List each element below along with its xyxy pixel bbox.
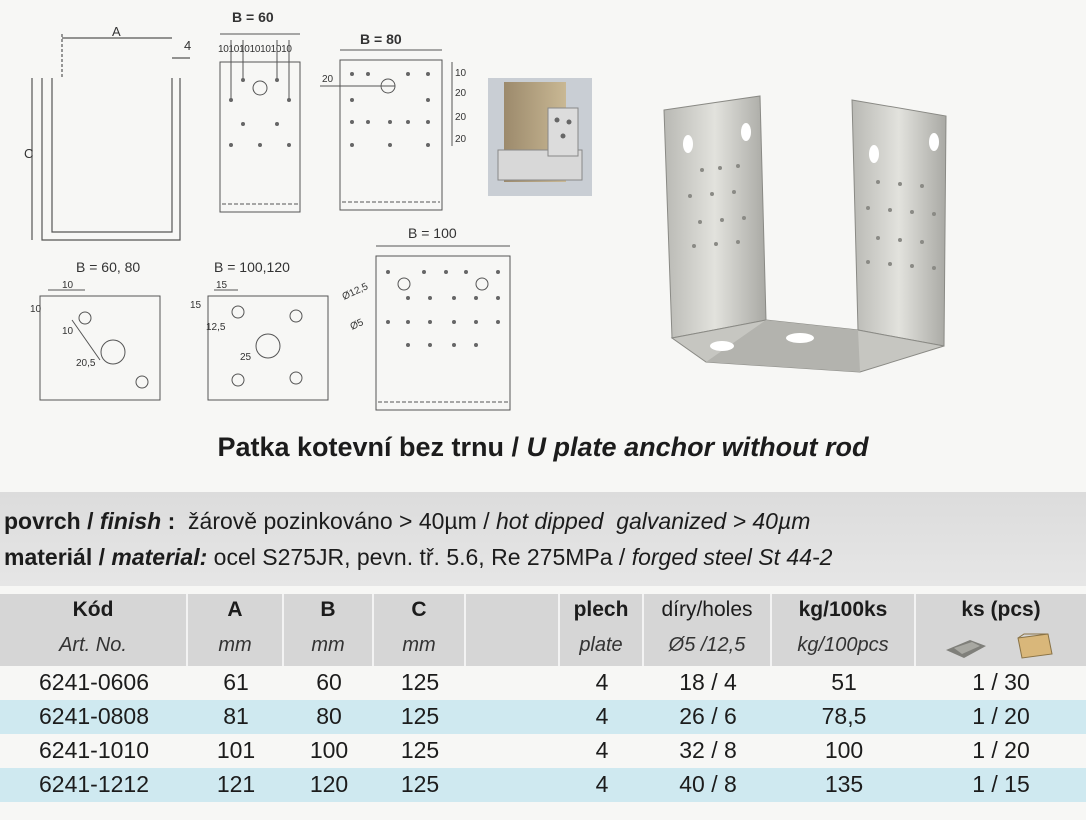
dim-label-4: 4 [184,38,192,53]
header-b-top: B [320,598,336,621]
b100-label: B = 100 [408,225,457,241]
header-pcs [916,594,1086,666]
b60-holes [229,78,291,147]
cell-b: 100 [309,737,349,763]
finish-label-en: finish [99,508,162,534]
b100120-base-drawing [208,290,328,400]
b80-left-dim: 20 [322,74,334,85]
b80-right-dim-3: 20 [455,112,467,123]
b60-label: B = 60 [232,9,274,25]
b80-holes [350,72,430,147]
cell-weight: 51 [831,669,857,695]
cell-c: 125 [400,737,440,763]
cell-holes: 32 / 8 [679,737,737,763]
cell-a: 121 [216,771,256,797]
cell-code: 6241-1212 [39,771,149,797]
b6080-base-drawing [40,290,160,400]
header-a [188,594,284,666]
product-title [0,432,1086,463]
title-separator: / [504,432,527,462]
finish-spec: povrch / finish : žárově pozinkováno > 40µm / hot dipped galvanized > 40µm [4,508,811,534]
material-label-en: material: [111,544,208,570]
cell-b: 80 [316,703,342,729]
header-plate-top: plech [573,598,629,621]
u-plate-product-photo [664,96,946,372]
b100120-dim-125: 12,5 [206,322,226,333]
table-row [0,734,1086,768]
table-row [0,768,1086,802]
cell-c: 125 [400,771,440,797]
header-a-bottom: mm [218,634,252,656]
b6080-dim-10-left: 10 [30,304,42,315]
b6080-dim-205: 20,5 [76,358,96,369]
cell-pcs: 1 / 30 [972,669,1030,695]
b6080-dim-10-hole: 10 [62,326,74,337]
header-weight [772,594,916,666]
cell-a: 61 [223,669,249,695]
cell-code: 6241-1010 [39,737,149,763]
material-value-en: forged steel St 44-2 [631,544,833,570]
b80-right-dim-1: 10 [455,68,467,79]
product-table [0,594,1086,802]
b60-spacing-dims: 10101010101010 [218,44,292,55]
header-b-bottom: mm [311,634,345,656]
cell-a: 81 [223,703,249,729]
cell-weight: 100 [824,737,864,763]
header-b [284,594,374,666]
cell-plate: 4 [595,737,609,763]
b100120-label: B = 100,120 [214,259,290,275]
b100-holes [386,270,500,347]
cell-code: 6241-0606 [39,669,149,695]
cell-holes: 40 / 8 [679,771,737,797]
header-code-bottom: Art. No. [59,634,127,656]
side-profile-drawing [32,34,190,240]
header-c-top: C [411,598,427,621]
cell-weight: 135 [824,771,864,797]
header-holes-bottom: Ø5 /12,5 [668,634,746,656]
spec-panel [0,492,1086,586]
title-en: U plate anchor without rod [526,432,869,462]
header-pcs-top: ks (pcs) [961,598,1041,621]
header-plate [560,594,644,666]
cell-pcs: 1 / 15 [972,771,1030,797]
b80-plate-drawing [320,50,452,210]
cell-b: 120 [309,771,349,797]
cell-pcs: 1 / 20 [972,737,1030,763]
cell-pcs: 1 / 20 [972,703,1030,729]
header-code [0,594,188,666]
cell-code: 6241-0808 [39,703,149,729]
b60-plate-drawing [220,34,300,212]
box-pack-icon [940,630,1060,662]
cell-c: 125 [400,703,440,729]
header-holes [644,594,772,666]
cell-plate: 4 [595,703,609,729]
header-a-top: A [227,598,243,621]
b100-dia-5: Ø5 [348,317,366,333]
finish-label-cz: povrch / [4,508,100,534]
table-row [0,700,1086,734]
header-weight-bottom: kg/100pcs [797,634,889,656]
b100-dia-125: Ø12,5 [340,281,370,303]
dim-label-c: C [24,146,34,161]
cell-a: 101 [216,737,256,763]
title-cz: Patka kotevní bez trnu [217,432,505,462]
cell-plate: 4 [595,771,609,797]
table-header [0,594,1086,666]
header-c-bottom: mm [402,634,436,656]
b100120-dim-15-left: 15 [190,300,202,311]
b100120-dim-25: 25 [240,352,252,363]
cell-holes: 18 / 4 [679,669,737,695]
material-value-cz: ocel S275JR, pevn. tř. 5.6, Re 275MPa / [213,544,632,570]
cell-c: 125 [400,669,440,695]
header-code-top: Kód [72,598,114,621]
table-row [0,666,1086,700]
header-plate-bottom: plate [579,634,623,656]
header-empty [466,594,560,666]
material-label-cz: materiál / [4,544,112,570]
finish-value-cz: žárově pozinkováno > 40µm / [188,508,496,534]
cell-b: 60 [316,669,342,695]
b80-label: B = 80 [360,31,402,47]
b6080-label: B = 60, 80 [76,259,141,275]
header-weight-top: kg/100ks [798,598,888,621]
b100-plate-drawing [376,246,510,410]
cell-holes: 26 / 6 [679,703,737,729]
b100120-dim-15-top: 15 [216,280,228,291]
cell-plate: 4 [595,669,609,695]
material-spec [4,544,832,571]
b6080-dim-10-top: 10 [62,280,74,291]
b80-right-dim-2: 20 [455,88,467,99]
cell-weight: 78,5 [821,703,867,729]
b80-right-dim-4: 20 [455,134,467,145]
dim-label-a: A [112,24,121,39]
wooden-post-photo [488,78,592,196]
header-c [374,594,466,666]
header-holes-top: díry/holes [661,598,753,621]
finish-value-en: hot dipped galvanized > 40µm [496,508,811,534]
